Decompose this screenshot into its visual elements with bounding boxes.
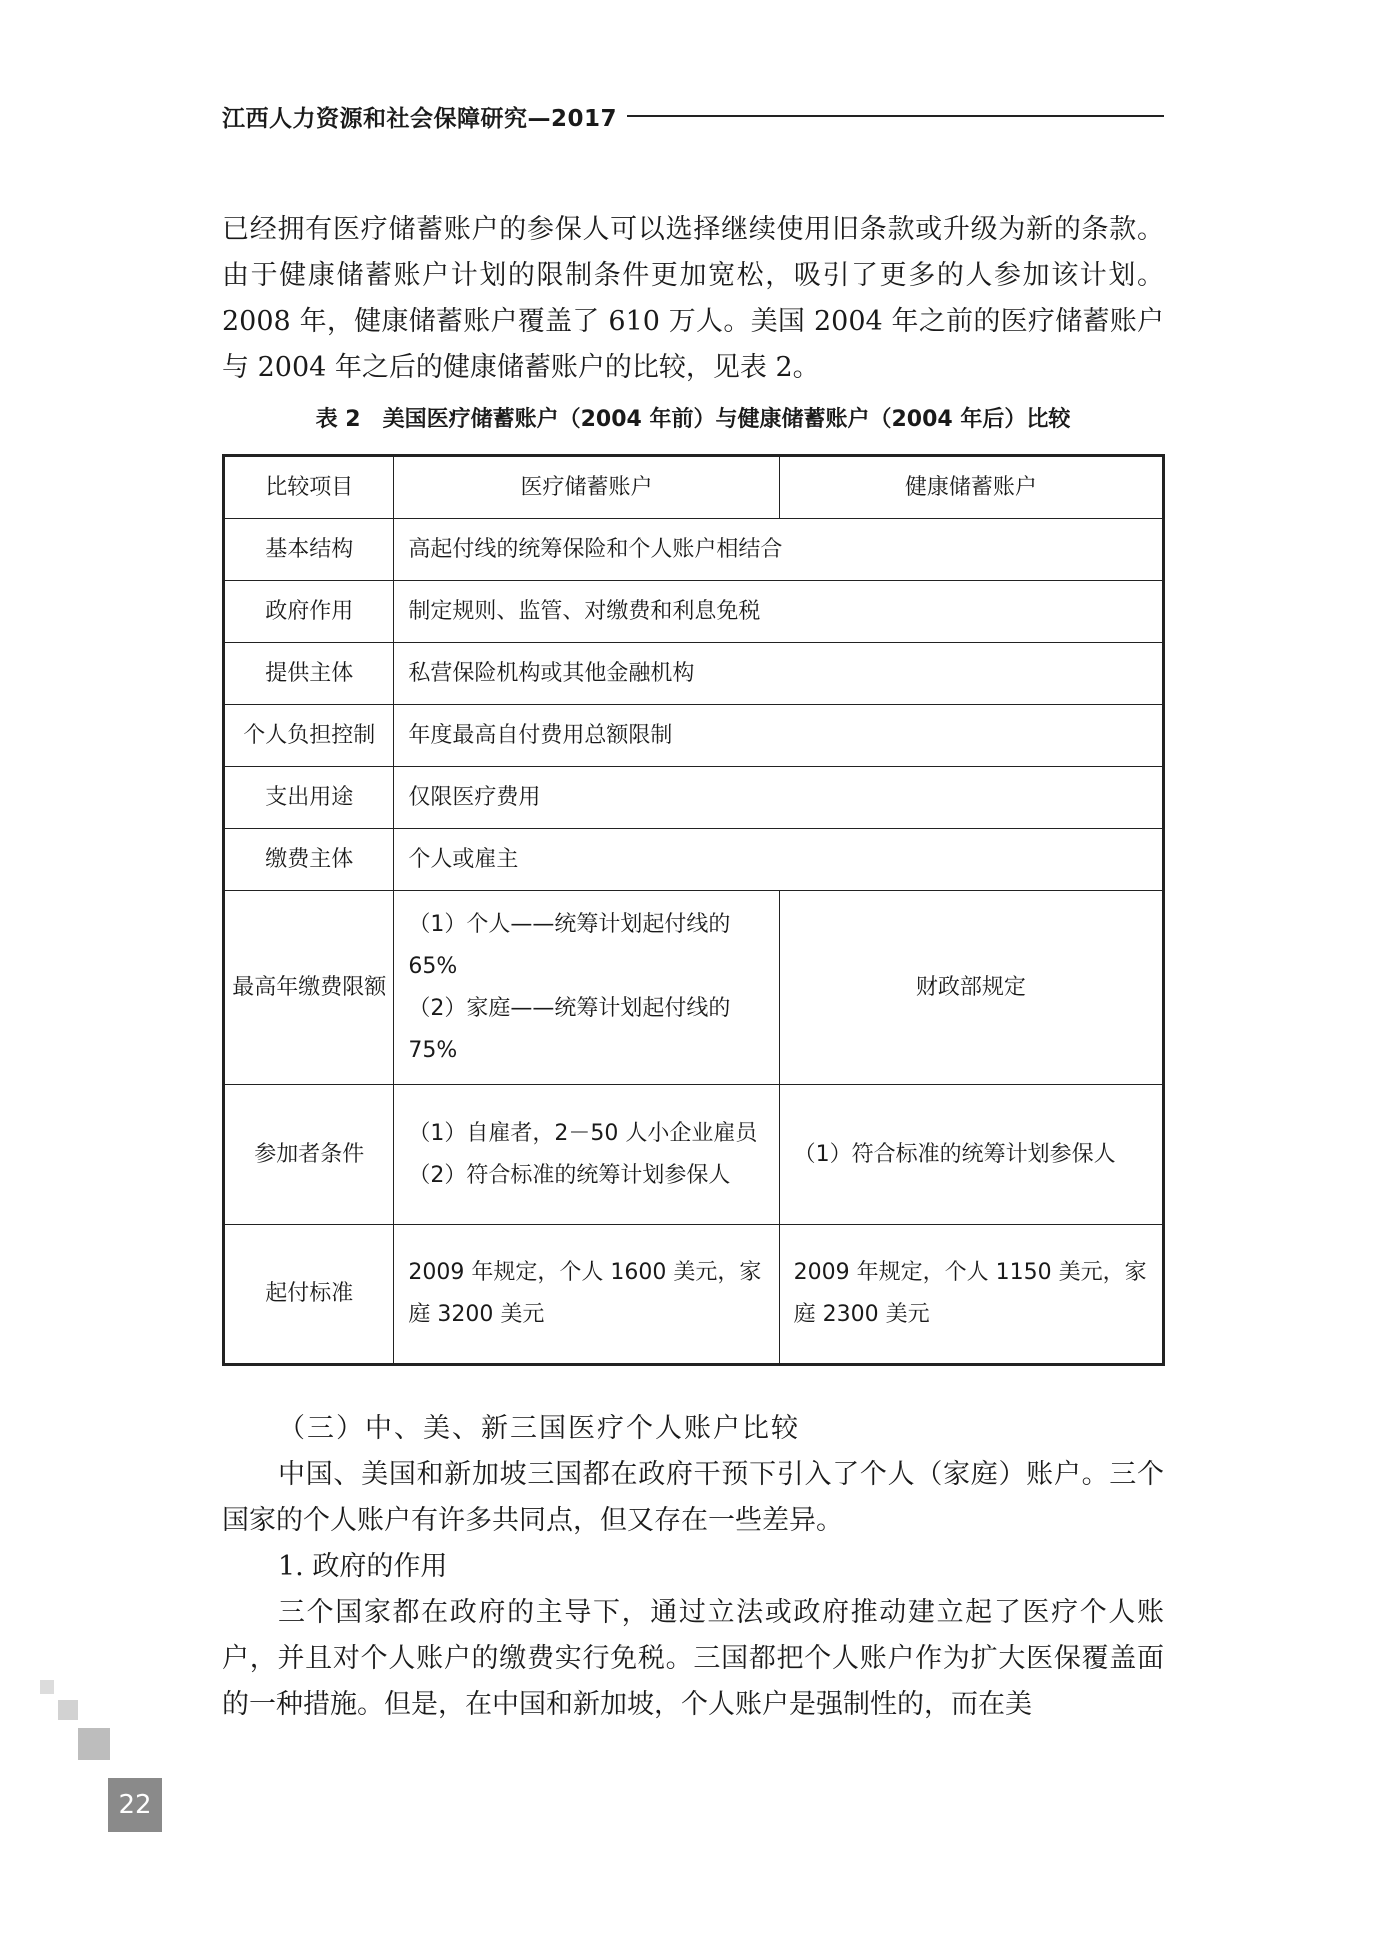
msa-line: （2）符合标准的统筹计划参保人 (408, 1162, 731, 1188)
header-title: 江西人力资源和社会保障研究—2017 (222, 105, 618, 132)
section-text (222, 1406, 1164, 1728)
msa-line: （1）个人——统筹计划起付线的 65% (408, 911, 731, 979)
hsa-line: 财政部规定 (915, 974, 1026, 1000)
msa-cell (394, 1225, 779, 1365)
row-value: 制定规则、监管、对缴费和利息免税 (394, 581, 1164, 643)
table-caption: 表 2 美国医疗储蓄账户（2004 年前）与健康储蓄账户（2004 年后）比较 (315, 407, 1071, 432)
decorative-square (58, 1700, 78, 1720)
row-value: 高起付线的统筹保险和个人账户相结合 (394, 519, 1164, 581)
table-row (224, 705, 1164, 767)
hsa-cell (779, 1225, 1163, 1365)
table-row (224, 1225, 1164, 1365)
hsa-line: 2009 年规定，个人 1150 美元，家庭 2300 美元 (793, 1260, 1147, 1327)
msa-cell (394, 891, 779, 1085)
row-value: 仅限医疗费用 (394, 767, 1164, 829)
header-cell: 健康储蓄账户 (779, 456, 1163, 519)
row-value: 个人或雇主 (394, 829, 1164, 891)
table-row (224, 891, 1164, 1085)
decorative-square (40, 1680, 54, 1694)
row-label: 个人负担控制 (224, 705, 394, 767)
hsa-cell (779, 1085, 1163, 1225)
row-value: 私营保险机构或其他金融机构 (394, 643, 1164, 705)
hsa-line: （1）符合标准的统筹计划参保人 (793, 1141, 1116, 1167)
row-label: 起付标准 (224, 1225, 394, 1365)
section-heading: （三）中、美、新三国医疗个人账户比较 (278, 1413, 800, 1444)
msa-line: （1）自雇者，2－50 人小企业雇员 (408, 1120, 758, 1146)
row-label: 政府作用 (224, 581, 394, 643)
msa-line: 2009 年规定，个人 1600 美元，家庭 3200 美元 (408, 1260, 762, 1327)
row-label: 支出用途 (224, 767, 394, 829)
table-row (224, 581, 1164, 643)
table-header-row (224, 456, 1164, 519)
intro-text (222, 207, 1164, 391)
page-number: 22 (108, 1778, 162, 1832)
header-cell: 医疗储蓄账户 (394, 456, 779, 519)
row-label: 提供主体 (224, 643, 394, 705)
msa-cell (394, 1085, 779, 1225)
table-row (224, 519, 1164, 581)
row-label: 基本结构 (224, 519, 394, 581)
table-row (224, 829, 1164, 891)
intro-paragraph: 已经拥有医疗储蓄账户的参保人可以选择继续使用旧条款或升级为新的条款。由于健康储蓄账户计划的限制条件更加宽松，吸引了更多的人参加该计划。2008 年，健康储蓄账户覆盖了 610 万人。美国 2004 年之前的医疗储蓄账户与 2004 年之后的健康储蓄账户的比较，见表 2。 (222, 214, 1164, 383)
header-cell: 比较项目 (224, 456, 394, 519)
section-paragraph: 三个国家都在政府的主导下，通过立法或政府推动建立起了医疗个人账户，并且对个人账户的缴费实行免税。三国都把个人账户作为扩大医保覆盖面的一种措施。但是，在中国和新加坡，个人账户是强制性的，而在美 (222, 1597, 1164, 1720)
section-paragraph: 中国、美国和新加坡三国都在政府干预下引入了个人（家庭）账户。三个国家的个人账户有许多共同点，但又存在一些差异。 (222, 1459, 1164, 1536)
table-row (224, 643, 1164, 705)
running-header (222, 98, 1164, 134)
row-label: 缴费主体 (224, 829, 394, 891)
table-row (224, 767, 1164, 829)
subheading: 1. 政府的作用 (278, 1551, 448, 1582)
row-label: 最高年缴费限额 (224, 891, 394, 1085)
comparison-table (222, 454, 1165, 1366)
table-row (224, 1085, 1164, 1225)
decorative-square (78, 1728, 110, 1760)
row-label: 参加者条件 (224, 1085, 394, 1225)
msa-line: （2）家庭——统筹计划起付线的 75% (408, 995, 731, 1063)
hsa-cell (779, 891, 1163, 1085)
header-rule (627, 115, 1164, 117)
row-value: 年度最高自付费用总额限制 (394, 705, 1164, 767)
